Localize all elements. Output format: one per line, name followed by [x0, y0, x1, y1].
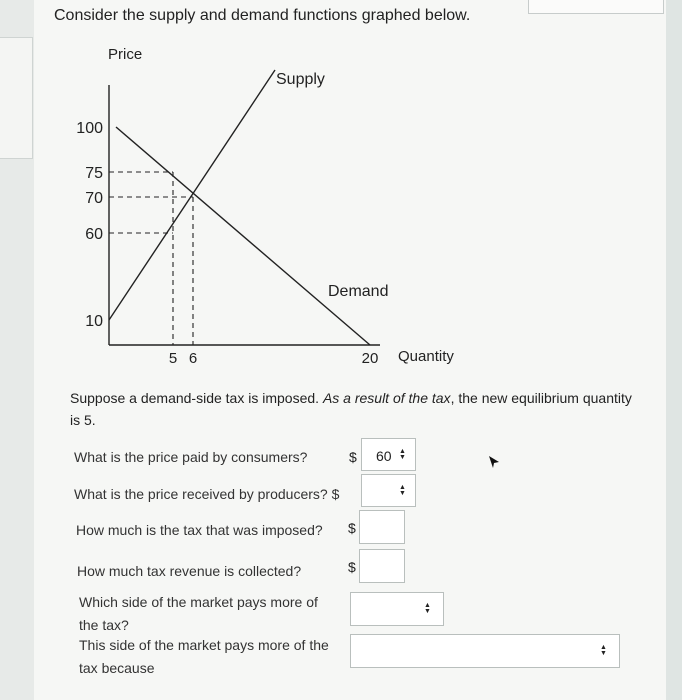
question-producer-price-label: What is the price received by producers? $ [74, 486, 340, 502]
y-axis-label: Price [108, 46, 143, 63]
consumer-price-currency: $ [349, 449, 357, 465]
consumer-price-value: 60 [376, 448, 392, 464]
demand-label: Demand [328, 283, 389, 300]
question-consumer-price-label: What is the price paid by consumers? [74, 449, 308, 465]
scenario-text-c: , the new equilibrium quantity is 5. [70, 390, 632, 428]
tax-amount-input[interactable] [359, 510, 405, 544]
select-arrows-icon: ▲ ▼ [399, 484, 406, 497]
tax-amount-currency: $ [348, 520, 356, 536]
select-arrows-icon: ▲ ▼ [600, 644, 607, 657]
reason-select[interactable] [350, 634, 620, 668]
y-tick-label-10: 10 [85, 313, 103, 330]
scenario-text-b: As a result of the tax [322, 390, 451, 406]
y-tick-label-70: 70 [85, 190, 103, 207]
y-tick-label-100: 100 [76, 120, 103, 137]
x-tick-label-5: 5 [168, 350, 178, 367]
scenario-text-a: Suppose a demand-side tax is imposed. [70, 390, 323, 406]
x-tick-label-20: 20 [361, 350, 379, 367]
scenario-text [70, 387, 640, 431]
question-reason-line2: tax because [79, 660, 155, 676]
question-title: Consider the supply and demand functions graphed below. [54, 7, 471, 24]
select-arrows-icon: ▲ ▼ [399, 448, 406, 461]
tax-revenue-currency: $ [348, 559, 356, 575]
side-pays-more-select[interactable] [350, 592, 444, 626]
supply-line [109, 70, 275, 320]
question-side-pays-more-line2: the tax? [79, 617, 129, 633]
question-tax-revenue-label: How much tax revenue is collected? [77, 563, 302, 579]
question-tax-amount-label: How much is the tax that was imposed? [76, 522, 323, 538]
mouse-cursor-icon [486, 454, 502, 470]
select-arrows-icon: ▲ ▼ [424, 602, 431, 615]
question-side-pays-more-line1: Which side of the market pays more of [79, 594, 318, 610]
question-reason-line1: This side of the market pays more of the [79, 637, 329, 653]
producer-price-select[interactable] [361, 474, 416, 507]
demand-line [116, 127, 370, 345]
y-tick-label-75: 75 [85, 165, 103, 182]
supply-label: Supply [276, 71, 325, 88]
tax-revenue-input[interactable] [359, 549, 405, 583]
consumer-price-select[interactable] [361, 438, 416, 471]
x-axis-label: Quantity [398, 348, 454, 365]
x-tick-label-6: 6 [188, 350, 198, 367]
y-tick-label-60: 60 [85, 226, 103, 243]
